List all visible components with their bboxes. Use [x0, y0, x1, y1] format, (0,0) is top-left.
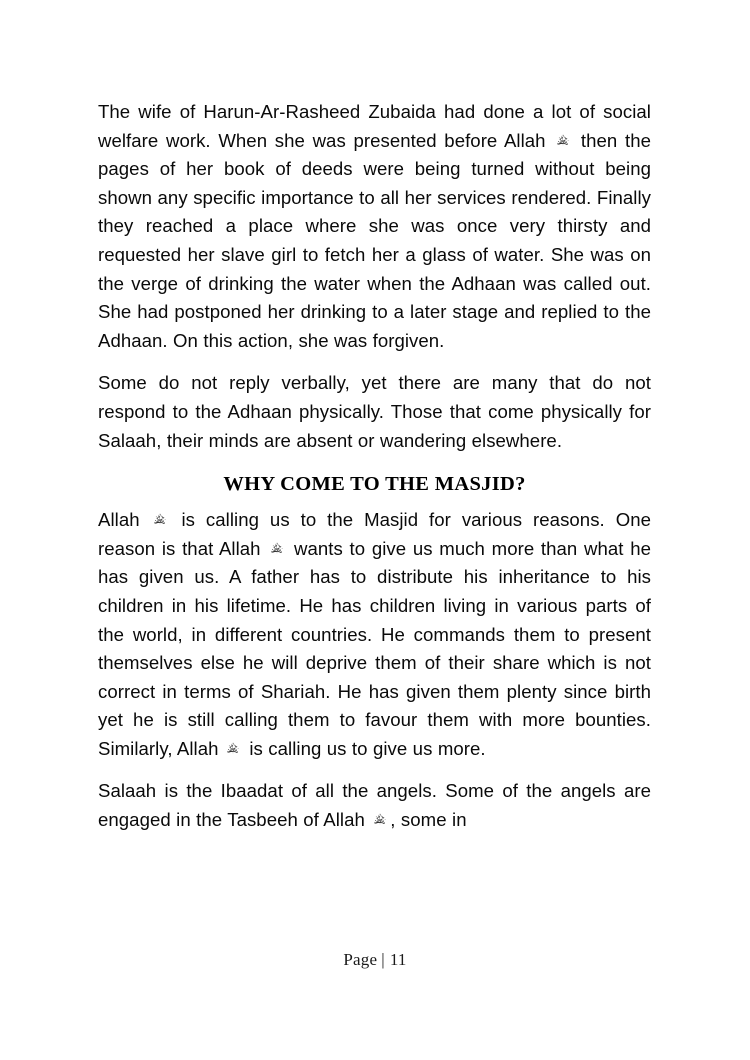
- footer-page-number: 11: [389, 950, 407, 969]
- footer-separator: |: [381, 950, 385, 969]
- paragraph-salaah-ibaadat: [98, 777, 651, 834]
- paragraph-zubaida-text-part-1: The wife of Harun-Ar-Rasheed Zubaida had done a lot of social welfare work. When she was presented before Allah: [98, 101, 651, 151]
- allah-honorific-icon: [152, 511, 169, 528]
- allah-honorific-icon: [269, 540, 286, 557]
- page-text-column: [98, 98, 651, 835]
- paragraph-zubaida: [98, 98, 651, 355]
- allah-honorific-icon: [372, 811, 389, 828]
- paragraph-calling-us: [98, 506, 651, 763]
- paragraph-zubaida-text-part-2: then the pages of her book of deeds were being turned without being shown any specific importance to all her services rendered. Finally they reached a place where she was once very thirsty and requested her slave girl to fetch her a glass of water. She was on the verge of drinking the water when the Adhaan was called out. She had postponed her drinking to a later stage and replied to the Adhaan. On this action, she was forgiven.: [98, 129, 651, 351]
- paragraph-reply-verbally: Some do not reply verbally, yet there are many that do not respond to the Adhaan physically. Those that come physically for Salaah, their minds are absent or wandering elsewhere.: [98, 372, 651, 451]
- paragraph-calling-us-text-part-3: wants to give us much more than what he has given us. A father has to distribute his inheritance to his children in his lifetime. He has children living in various parts of the world, in different countries. He commands them to present themselves else he will deprive them of their share which is not correct in terms of Shariah. He has given them plenty since birth yet he is still calling them to favour them with more bounties. Similarly, Allah: [98, 537, 651, 759]
- allah-honorific-icon: [555, 132, 572, 149]
- paragraph-calling-us-text-part-1: Allah: [98, 509, 151, 531]
- paragraph-salaah-text-part-2: , some in: [390, 809, 467, 831]
- allah-honorific-icon: [225, 740, 242, 757]
- section-heading-why-come-to-the-masjid: WHY COME TO THE MASJID?: [223, 473, 526, 496]
- page-footer: [0, 950, 750, 970]
- footer-label: Page: [343, 950, 378, 969]
- paragraph-salaah-text-part-1: Salaah is the Ibaadat of all the angels. Some of the angels are engaged in the Tasbeeh of Allah: [98, 780, 651, 831]
- paragraph-calling-us-text-part-2: is calling us to the Masjid for various reasons. One reason is that Allah: [98, 509, 651, 559]
- paragraph-calling-us-text-part-4: is calling us to give us more.: [243, 737, 486, 759]
